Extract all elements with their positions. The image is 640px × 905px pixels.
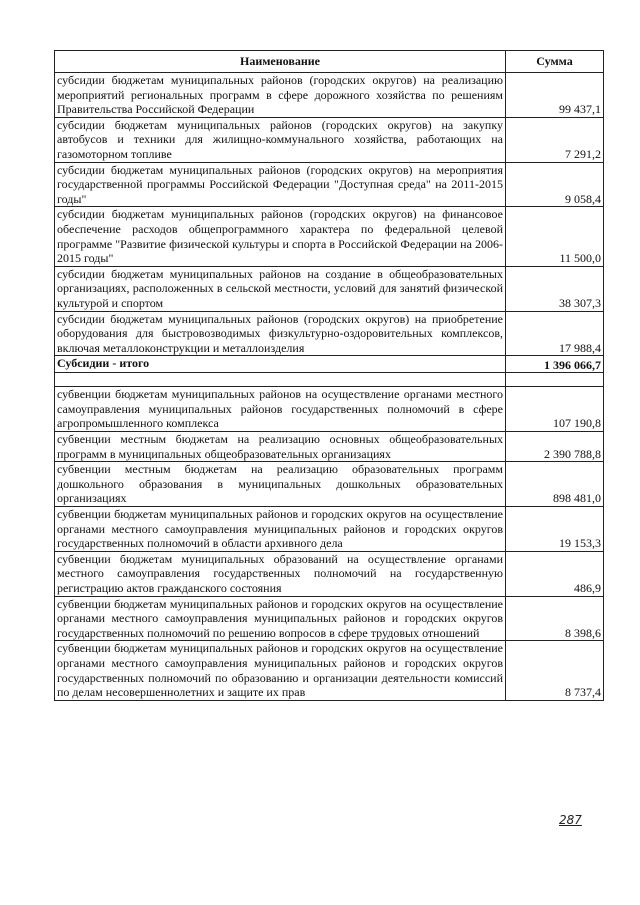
row-sum: 8 398,6 [506, 596, 604, 641]
row-sum: 898 481,0 [506, 462, 604, 507]
page-number: 287 [559, 813, 582, 827]
row-sum: 11 500,0 [506, 207, 604, 266]
row-sum: 9 058,4 [506, 162, 604, 207]
row-sum: 38 307,3 [506, 266, 604, 311]
budget-table [54, 50, 604, 701]
row-name: субсидии бюджетам муниципальных районов (городских округов) на закупку автобусов и техники для жилищно-коммунального хозяйства, работающих на газомоторном топливе [55, 117, 506, 162]
table-row [55, 207, 604, 266]
row-name: субсидии бюджетам муниципальных районов на создание в общеобразовательных организациях, расположенных в сельской местности, условий для занятий физической культурой и спортом [55, 266, 506, 311]
row-name: субвенции бюджетам муниципальных районов и городских округов на осуществление органами местного самоуправления муниципальных районов и городских округов государственных полномочий по образованию и организации деятельности комиссий по делам несовершеннолетних и защите их прав [55, 641, 506, 700]
subtotal-sum: 1 396 066,7 [506, 356, 604, 373]
row-name: субвенции бюджетам муниципальных районов на осуществление органами местного самоуправления муниципальных районов государственных полномочий в сфере агропромышленного комплекса [55, 387, 506, 432]
row-name: субвенции местным бюджетам на реализацию основных общеобразовательных программ в муниципальных общеобразовательных организациях [55, 432, 506, 462]
row-name: субсидии бюджетам муниципальных районов (городских округов) на реализацию мероприятий региональных программ в сфере дорожного хозяйства по решениям Правительства Российской Федерации [55, 73, 506, 118]
table-row [55, 311, 604, 356]
row-sum: 107 190,8 [506, 387, 604, 432]
row-name: субвенции бюджетам муниципальных образований на осуществление органами местного самоуправления государственных полномочий на государственную регистрацию актов гражданского состояния [55, 551, 506, 596]
spacer-cell [506, 373, 604, 387]
spacer-cell [55, 373, 506, 387]
table-row [55, 462, 604, 507]
spacer-row [55, 373, 604, 387]
row-sum: 19 153,3 [506, 507, 604, 552]
row-name: субсидии бюджетам муниципальных районов (городских округов) на приобретение оборудования для быстровозводимых физкультурно-оздоровительных комплексов, включая металлоконструкции и металлоизделия [55, 311, 506, 356]
table-row [55, 387, 604, 432]
table-row [55, 73, 604, 118]
table-row [55, 432, 604, 462]
column-header-name: Наименование [55, 51, 506, 73]
table-row [55, 596, 604, 641]
row-sum: 7 291,2 [506, 117, 604, 162]
table-row [55, 266, 604, 311]
row-sum: 486,9 [506, 551, 604, 596]
table-row [55, 641, 604, 700]
table-header-row [55, 51, 604, 73]
subtotal-row [55, 356, 604, 373]
row-name: субвенции бюджетам муниципальных районов и городских округов на осуществление органами местного самоуправления муниципальных районов и городских округов государственных полномочий в области архивного дела [55, 507, 506, 552]
row-name: субвенции бюджетам муниципальных районов и городских округов на осуществление органами местного самоуправления муниципальных районов и городских округов государственных полномочий по решению вопросов в сфере трудовых отношений [55, 596, 506, 641]
row-sum: 2 390 788,8 [506, 432, 604, 462]
row-sum: 99 437,1 [506, 73, 604, 118]
row-sum: 17 988,4 [506, 311, 604, 356]
table-row [55, 551, 604, 596]
column-header-sum: Сумма [506, 51, 604, 73]
row-name: субсидии бюджетам муниципальных районов (городских округов) на финансовое обеспечение расходов общепрограммного характера по федеральной целевой программе "Развитие физической культуры и спорта в Российской Федерации на 2006-2015 годы" [55, 207, 506, 266]
table-row [55, 507, 604, 552]
table-row [55, 117, 604, 162]
row-name: субвенции местным бюджетам на реализацию образовательных программ дошкольного образования в муниципальных дошкольных образовательных организациях [55, 462, 506, 507]
row-name: субсидии бюджетам муниципальных районов (городских округов) на мероприятия государственной программы Российской Федерации "Доступная среда" на 2011-2015 годы" [55, 162, 506, 207]
row-sum: 8 737,4 [506, 641, 604, 700]
subtotal-label: Субсидии - итого [55, 356, 506, 373]
table-row [55, 162, 604, 207]
